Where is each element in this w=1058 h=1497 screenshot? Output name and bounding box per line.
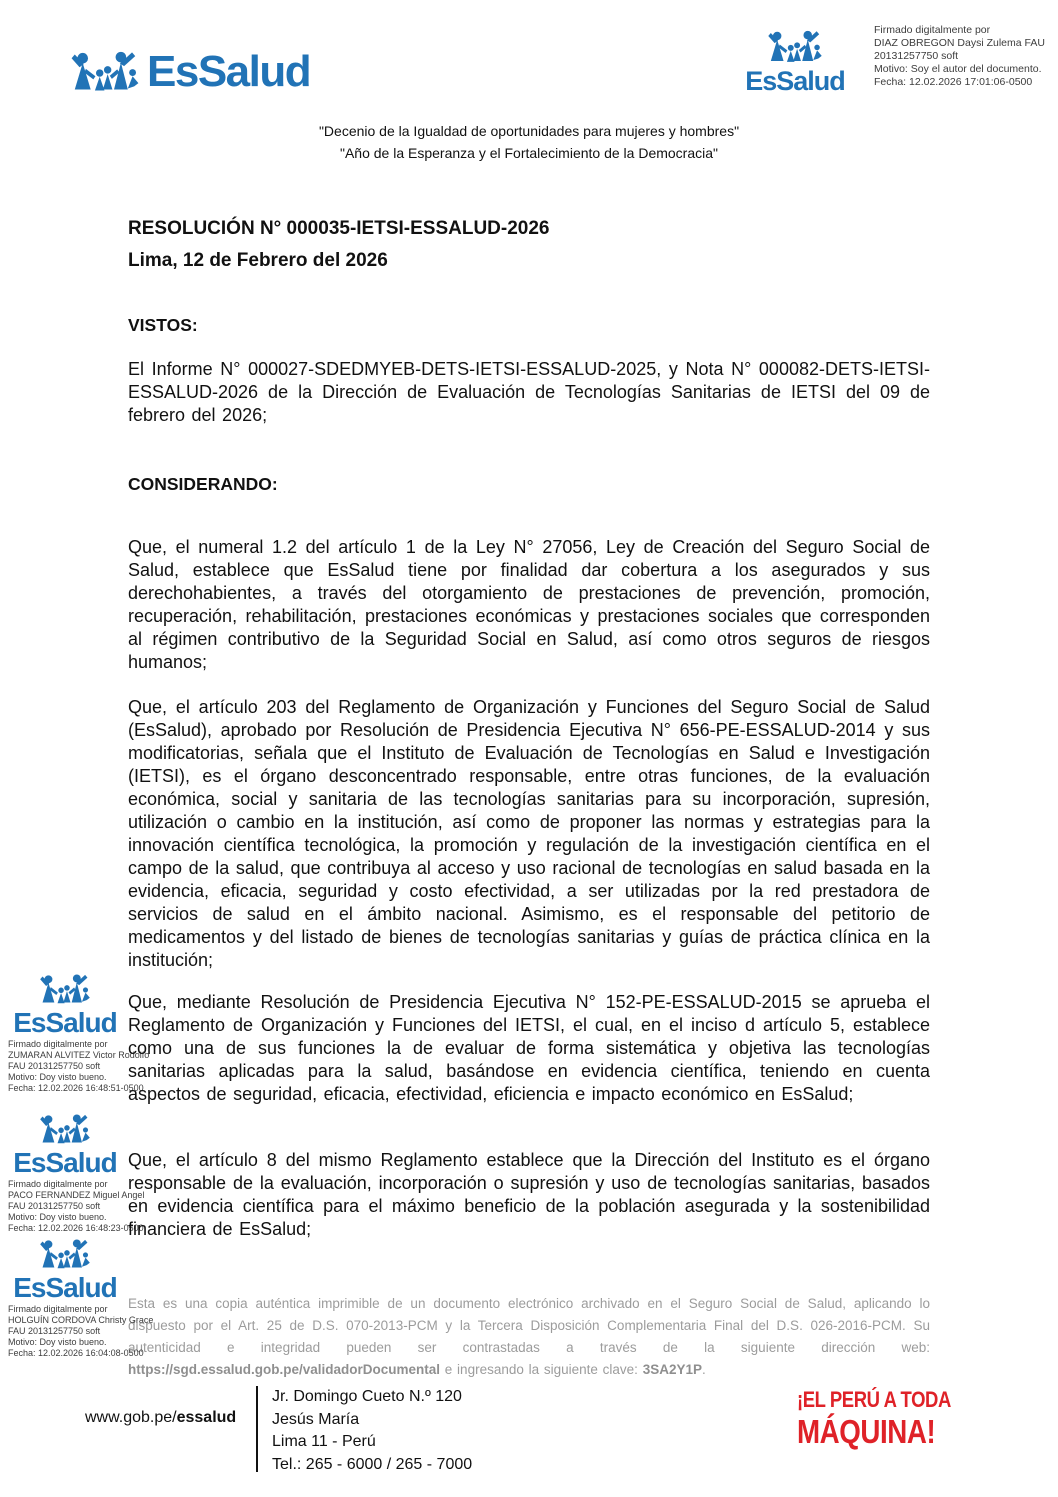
digital-signature-stamp-3	[8, 1235, 154, 1359]
resolution-number: RESOLUCIÓN N° 000035-IETSI-ESSALUD-2026	[128, 218, 550, 239]
signature-line: PACO FERNANDEZ Miguel Angel	[8, 1190, 145, 1200]
slogan-line-1: ¡EL PERÚ A TODA	[797, 1387, 951, 1412]
signature-line: FAU 20131257750 soft	[8, 1201, 101, 1211]
signature-line: 20131257750 soft	[874, 50, 959, 62]
signature-line: Fecha: 12.02.2026 16:04:08-0500	[8, 1348, 144, 1358]
digital-signature-stamp-2	[8, 1110, 145, 1234]
signature-line: Firmado digitalmente por	[874, 24, 991, 36]
signature-line: Firmado digitalmente por	[8, 1304, 108, 1314]
vistos-paragraph: El Informe N° 000027-SDEDMYEB-DETS-IETSI-ESSALUD-2025, y Nota N° 000082-DETS-IETSI-ESSALUD-2026 de la Dirección de Evaluación de Tecnologías Sanitarias de IETSI del 09 de febrero del 2026;	[128, 359, 930, 425]
signature-line: Motivo: Doy visto bueno.	[8, 1337, 107, 1347]
essalud-logo-signature-top	[743, 26, 847, 95]
signature-line: Motivo: Doy visto bueno.	[8, 1212, 107, 1222]
header-mottos	[0, 120, 1058, 164]
signature-line: Fecha: 12.02.2026 16:48:51-0500	[8, 1083, 144, 1093]
considerando-paragraph-2: Que, el artículo 203 del Reglamento de Organización y Funciones del Seguro Social de Salud (EsSalud), aprobado por Resolución de Presidencia Ejecutiva N° 656-PE-ESSALUD-2014 y sus modificatorias, señala que el Instituto de Evaluación de Tecnologías en Salud e Investigación (IETSI), es el órgano desconcentrado responsable, entre otras funciones, de la evaluación económica, social y sanitaria de las tecnologías sanitarias para su incorporación, supresión, utilización o cambio en la institución, así como de proponer las normas y estrategias para la innovación científica tecnológica, la promoción y regulación de la investigación científica en el campo de la salud, que contribuya al acceso y uso racional de tecnologías en salud basada en la evidencia, eficacia, seguridad y costo efectividad, a ser utilizadas por la red prestadora de servicios de salud en el ámbito nacional. Asimismo, es el responsable del petitorio de medicamentos y del listado de bienes de tecnologías sanitarias y guías de práctica clínica en la institución;	[128, 697, 930, 970]
website-essalud: essalud	[176, 1409, 237, 1426]
website-url	[85, 1409, 236, 1427]
family-icon	[70, 46, 140, 98]
essalud-wordmark: EsSalud	[13, 1147, 117, 1178]
essalud-wordmark: EsSalud	[13, 1272, 117, 1303]
considerando-heading: CONSIDERANDO:	[128, 474, 278, 494]
signature-line: HOLGUÍN CORDOVA Christy Grace	[8, 1315, 154, 1325]
essalud-logo-stamp	[8, 1235, 122, 1302]
digital-signature-stamp-1	[8, 970, 150, 1094]
resolution-place-date: Lima, 12 de Febrero del 2026	[128, 250, 388, 271]
signature-line: Firmado digitalmente por	[8, 1039, 108, 1049]
validation-key: 3SA2Y1P	[642, 1362, 702, 1377]
essalud-logo-stamp	[8, 1110, 122, 1177]
motto-line: "Decenio de la Igualdad de oportunidades para mujeres y hombres"	[318, 123, 740, 139]
signature-line: DIAZ OBREGON Daysi Zulema FAU	[874, 37, 1045, 49]
signature-line: FAU 20131257750 soft	[8, 1326, 101, 1336]
signature-line: Fecha: 12.02.2026 17:01:06-0500	[874, 76, 1033, 88]
peru-slogan	[797, 1389, 980, 1448]
website-prefix: www.gob.pe/	[85, 1409, 177, 1426]
motto-line: "Año de la Esperanza y el Fortalecimiento de la Democracia"	[339, 145, 718, 161]
footer-divider	[256, 1386, 258, 1472]
signature-line: Motivo: Soy el autor del documento.	[874, 63, 1042, 75]
slogan-line-2: MÁQUINA!	[797, 1413, 936, 1450]
signature-line: Firmado digitalmente por	[8, 1179, 108, 1189]
considerando-paragraph-1: Que, el numeral 1.2 del artículo 1 de la Ley N° 27056, Ley de Creación del Seguro Social de Salud, establece que EsSalud tiene por finalidad dar cobertura a los asegurados y sus derechohabientes, a través del otorgamiento de prestaciones de prevención, promoción, recuperación, rehabilitación, prestaciones económicas y prestaciones sociales que corresponden al régimen contributivo de la Seguridad Social en Salud, así como otros seguros de riesgos humanos;	[128, 537, 930, 672]
footer-address	[272, 1386, 472, 1476]
essalud-logo-stamp	[8, 970, 122, 1037]
family-icon	[767, 26, 823, 68]
address-line: Jesús María	[272, 1410, 360, 1428]
considerando-paragraph-4: Que, el artículo 8 del mismo Reglamento establece que la Dirección del Instituto es el órgano responsable de la evaluación, incorporación o supresión y uso de tecnologías sanitarias, basados en evidencia científica para el máximo beneficio de la población asegurada y la sostenibilidad financiera de EsSalud;	[128, 1150, 930, 1239]
validator-url: https://sgd.essalud.gob.pe/validadorDocumental	[128, 1362, 441, 1377]
vistos-heading: VISTOS:	[128, 315, 198, 335]
family-icon	[39, 970, 91, 1009]
digital-signature-top-right	[874, 24, 1058, 89]
essalud-wordmark: EsSalud	[13, 1007, 117, 1038]
authenticity-note	[128, 1293, 930, 1381]
considerando-paragraph-3: Que, mediante Resolución de Presidencia Ejecutiva N° 152-PE-ESSALUD-2015 se aprueba el Reglamento de Organización y Funciones del IETSI, el cual, en el inciso d artículo 5, establece como una de sus funciones la de evaluar de forma sistemática y objetiva las tecnologías sanitarias aplicadas para la salud, basándose en evidencia científica, teniendo en cuenta aspectos de seguridad, eficacia, efectividad, eficiencia e impacto económico en EsSalud;	[128, 992, 930, 1104]
signature-line: ZUMARAN ALVITEZ Victor Rodolfo	[8, 1050, 150, 1060]
address-line: Lima 11 - Perú	[272, 1433, 376, 1450]
address-line: Jr. Domingo Cueto N.º 120	[272, 1388, 462, 1405]
authenticity-text: e ingresando la siguiente clave:	[440, 1362, 643, 1377]
authenticity-text: Esta es una copia auténtica imprimible de un documento electrónico archivado en el Seguro Social de Salud, aplicando lo dispuesto por el Art. 25 de D.S. 070-2013-PCM y la Tercera Disposición Complementaria Final del D.S. 026-2016-PCM. Su autenticidad e integridad pueden ser contrastadas a través de la siguiente dirección web:	[128, 1296, 930, 1355]
family-icon	[39, 1110, 91, 1149]
family-icon	[39, 1235, 91, 1274]
authenticity-text: .	[701, 1362, 706, 1377]
signature-line: Motivo: Doy visto bueno.	[8, 1072, 107, 1082]
signature-line: Fecha: 12.02.2026 16:48:23-0500	[8, 1223, 144, 1233]
essalud-wordmark: EsSalud	[147, 47, 311, 96]
signature-line: FAU 20131257750 soft	[8, 1061, 101, 1071]
essalud-wordmark: EsSalud	[745, 66, 845, 96]
essalud-logo-header	[70, 46, 310, 98]
address-line: Tel.: 265 - 6000 / 265 - 7000	[272, 1455, 473, 1473]
